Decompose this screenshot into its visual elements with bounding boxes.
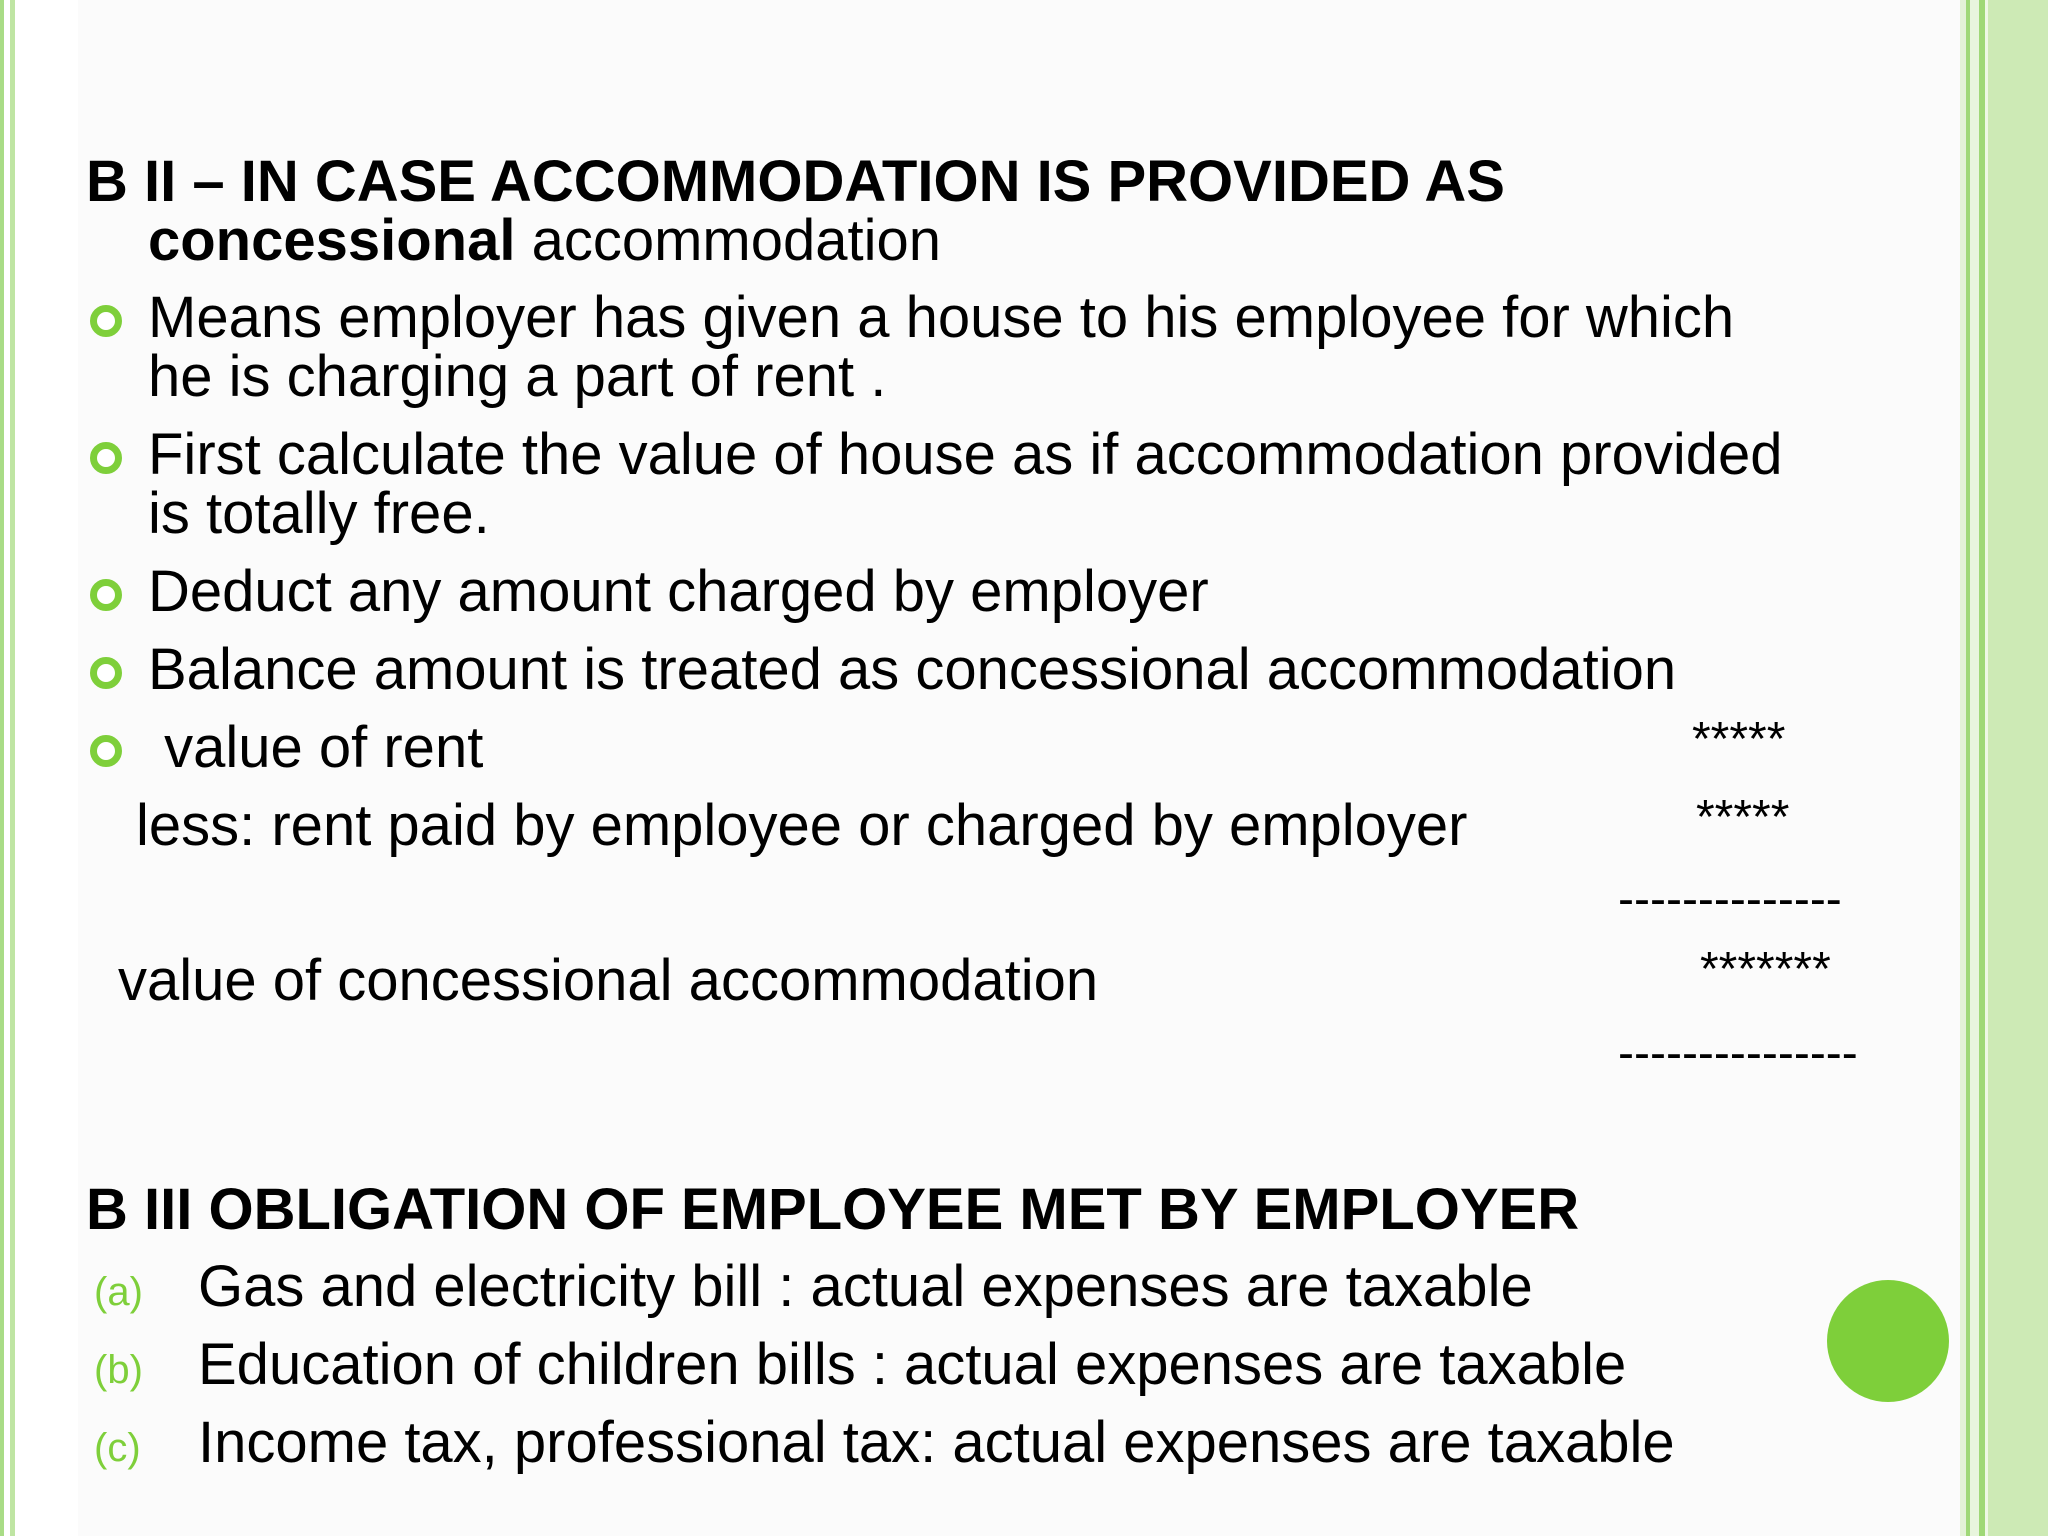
value-of-rent-amount: *****: [1692, 713, 1786, 766]
list-item: Gas and electricity bill : actual expenses are taxable: [198, 1254, 1533, 1319]
concessional-value-amount: *******: [1700, 943, 1831, 996]
bullet-icon: [90, 657, 122, 689]
left-border-line: [0, 0, 4, 1536]
bullet-5-value-of-rent: value of rent: [148, 715, 484, 780]
section-heading-b3: B III OBLIGATION OF EMPLOYEE MET BY EMPLOYER: [86, 1177, 1580, 1242]
bullet-4: Balance amount is treated as concessional accommodation: [148, 637, 1677, 702]
list-label: (b): [94, 1348, 143, 1392]
list-item: Education of children bills : actual expenses are taxable: [198, 1332, 1627, 1397]
bullet-2-line-1: First calculate the value of house as if accommodation provided: [148, 422, 1783, 487]
right-border-panel: [1988, 0, 2048, 1536]
bullet-3: Deduct any amount charged by employer: [148, 559, 1209, 624]
section-heading-b2-continuation: [148, 208, 942, 273]
bullet-icon: [90, 579, 122, 611]
bullet-1-line-1: Means employer has given a house to his employee for which: [148, 285, 1735, 350]
right-border-strip: [1970, 0, 1979, 1536]
section-heading-b2: B II – IN CASE ACCOMMODATION IS PROVIDED AS: [86, 149, 1505, 214]
heading-rest: accommodation: [515, 208, 942, 273]
list-label: (c): [94, 1426, 141, 1470]
heading-bold-word: concessional: [148, 208, 516, 273]
bullet-icon: [90, 305, 122, 337]
concessional-value-label: value of concessional accommodation: [118, 948, 1099, 1013]
dash-rule: ---------------: [1618, 1027, 1858, 1080]
less-rent-paid-label: less: rent paid by employee or charged by employer: [136, 793, 1468, 858]
list-label: (a): [94, 1270, 143, 1314]
bullet-icon: [90, 735, 122, 767]
decorative-circle: [1827, 1280, 1949, 1402]
bullet-2-line-2: is totally free.: [148, 481, 490, 546]
list-item: Income tax, professional tax: actual expenses are taxable: [198, 1410, 1675, 1475]
bullet-icon: [90, 442, 122, 474]
bullet-1-line-2: he is charging a part of rent .: [148, 344, 887, 409]
dash-rule: --------------: [1618, 873, 1842, 926]
less-rent-amount: *****: [1696, 791, 1790, 844]
left-border-line-inner: [10, 0, 15, 1536]
